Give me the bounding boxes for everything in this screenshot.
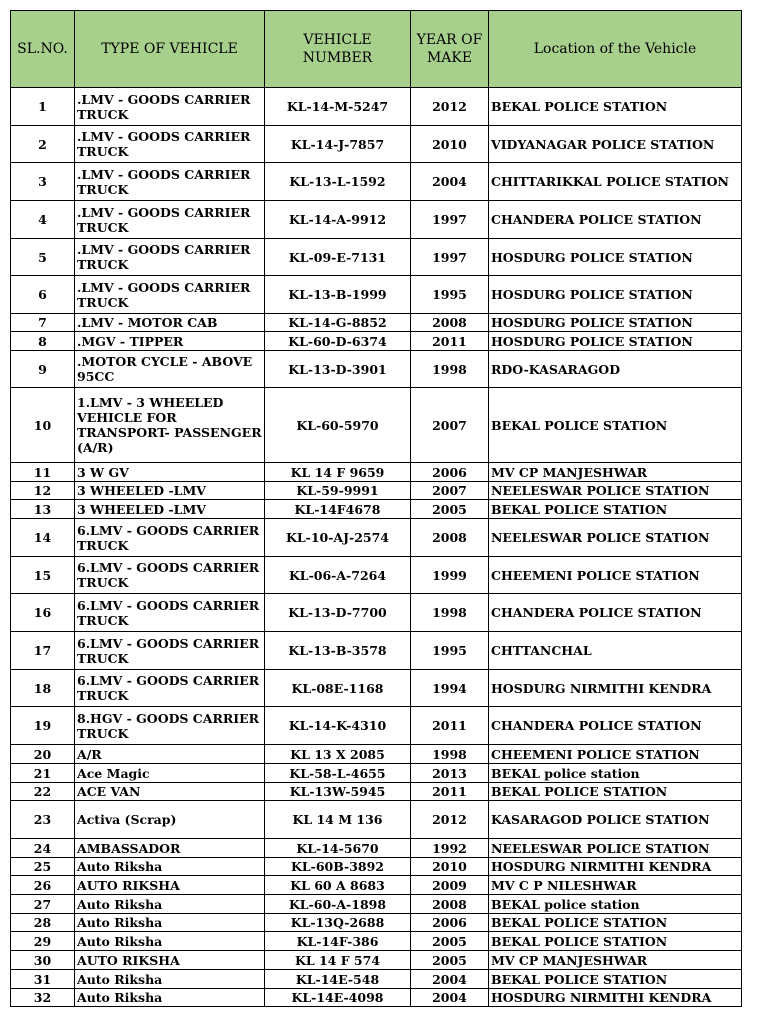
cell-sl-no: 11 — [11, 463, 75, 482]
cell-year-of-make: 2012 — [411, 88, 489, 126]
cell-year-of-make: 2005 — [411, 500, 489, 519]
cell-location: HOSDURG POLICE STATION — [489, 276, 742, 314]
table-row — [11, 914, 742, 932]
cell-vehicle-type: 3 WHEELED -LMV — [75, 482, 265, 500]
cell-sl-no: 6 — [11, 276, 75, 314]
cell-sl-no: 25 — [11, 858, 75, 876]
table-row — [11, 314, 742, 332]
table-row — [11, 989, 742, 1007]
cell-sl-no: 5 — [11, 239, 75, 276]
table-row — [11, 239, 742, 276]
cell-vehicle-number: KL-13-B-3578 — [265, 632, 411, 670]
cell-year-of-make: 2008 — [411, 895, 489, 914]
cell-year-of-make: 1997 — [411, 239, 489, 276]
table-row — [11, 276, 742, 314]
cell-vehicle-number: KL-13Q-2688 — [265, 914, 411, 932]
cell-sl-no: 17 — [11, 632, 75, 670]
table-row — [11, 707, 742, 745]
cell-location: BEKAL POLICE STATION — [489, 388, 742, 463]
table-row — [11, 745, 742, 764]
table-row — [11, 332, 742, 351]
cell-vehicle-type: Auto Riksha — [75, 932, 265, 951]
cell-vehicle-number: KL-14F-386 — [265, 932, 411, 951]
cell-sl-no: 8 — [11, 332, 75, 351]
cell-sl-no: 12 — [11, 482, 75, 500]
cell-vehicle-number: KL-59-9991 — [265, 482, 411, 500]
cell-vehicle-type: .MGV - TIPPER — [75, 332, 265, 351]
cell-vehicle-number: KL-14-5670 — [265, 839, 411, 858]
cell-location: RDO-KASARAGOD — [489, 351, 742, 388]
cell-location: BEKAL POLICE STATION — [489, 932, 742, 951]
table-header — [11, 11, 742, 88]
cell-sl-no: 28 — [11, 914, 75, 932]
cell-location: MV C P NILESHWAR — [489, 876, 742, 895]
cell-year-of-make: 2006 — [411, 463, 489, 482]
cell-location: BEKAL POLICE STATION — [489, 914, 742, 932]
cell-location: CHITTARIKKAL POLICE STATION — [489, 163, 742, 201]
table-row — [11, 801, 742, 839]
header-year: YEAR OF MAKE — [411, 11, 489, 88]
table-row — [11, 970, 742, 989]
table-body — [11, 88, 742, 1007]
cell-location: CHANDERA POLICE STATION — [489, 594, 742, 632]
cell-vehicle-number: KL 14 F 574 — [265, 951, 411, 970]
cell-sl-no: 29 — [11, 932, 75, 951]
cell-vehicle-number: KL-08E-1168 — [265, 670, 411, 707]
cell-vehicle-type: AUTO RIKSHA — [75, 951, 265, 970]
cell-year-of-make: 1995 — [411, 276, 489, 314]
cell-year-of-make: 1998 — [411, 351, 489, 388]
cell-year-of-make: 2012 — [411, 801, 489, 839]
cell-location: MV CP MANJESHWAR — [489, 951, 742, 970]
cell-sl-no: 30 — [11, 951, 75, 970]
cell-vehicle-type: .LMV - GOODS CARRIER TRUCK — [75, 276, 265, 314]
cell-sl-no: 32 — [11, 989, 75, 1007]
table-row — [11, 670, 742, 707]
cell-sl-no: 23 — [11, 801, 75, 839]
cell-vehicle-number: KL-06-A-7264 — [265, 557, 411, 594]
table-row — [11, 163, 742, 201]
table-row — [11, 482, 742, 500]
cell-year-of-make: 2004 — [411, 989, 489, 1007]
cell-vehicle-type: .LMV - GOODS CARRIER TRUCK — [75, 201, 265, 239]
cell-vehicle-type: Auto Riksha — [75, 914, 265, 932]
cell-year-of-make: 2004 — [411, 970, 489, 989]
cell-sl-no: 3 — [11, 163, 75, 201]
cell-year-of-make: 2005 — [411, 951, 489, 970]
cell-location: HOSDURG NIRMITHI KENDRA — [489, 858, 742, 876]
table-row — [11, 388, 742, 463]
cell-sl-no: 15 — [11, 557, 75, 594]
table-row — [11, 557, 742, 594]
cell-vehicle-type: 6.LMV - GOODS CARRIER TRUCK — [75, 594, 265, 632]
cell-year-of-make: 2011 — [411, 707, 489, 745]
cell-sl-no: 31 — [11, 970, 75, 989]
cell-location: CHANDERA POLICE STATION — [489, 707, 742, 745]
cell-sl-no: 10 — [11, 388, 75, 463]
cell-vehicle-type: Activa (Scrap) — [75, 801, 265, 839]
cell-vehicle-number: KL 60 A 8683 — [265, 876, 411, 895]
cell-vehicle-number: KL-60-D-6374 — [265, 332, 411, 351]
table-row — [11, 764, 742, 783]
header-row — [11, 11, 742, 88]
cell-vehicle-number: KL-13W-5945 — [265, 783, 411, 801]
cell-year-of-make: 2007 — [411, 388, 489, 463]
cell-year-of-make: 1998 — [411, 745, 489, 764]
cell-year-of-make: 2011 — [411, 783, 489, 801]
header-location: Location of the Vehicle — [489, 11, 742, 88]
cell-vehicle-number: KL-14E-4098 — [265, 989, 411, 1007]
cell-vehicle-number: KL 14 F 9659 — [265, 463, 411, 482]
header-sl-no: SL.NO. — [11, 11, 75, 88]
cell-location: BEKAL POLICE STATION — [489, 970, 742, 989]
cell-vehicle-number: KL-14-J-7857 — [265, 126, 411, 163]
cell-vehicle-number: KL-58-L-4655 — [265, 764, 411, 783]
cell-vehicle-type: Auto Riksha — [75, 970, 265, 989]
table-row — [11, 519, 742, 557]
cell-sl-no: 9 — [11, 351, 75, 388]
cell-location: VIDYANAGAR POLICE STATION — [489, 126, 742, 163]
cell-vehicle-type: Auto Riksha — [75, 895, 265, 914]
cell-location: CHTTANCHAL — [489, 632, 742, 670]
table-row — [11, 932, 742, 951]
cell-year-of-make: 2007 — [411, 482, 489, 500]
cell-location: HOSDURG POLICE STATION — [489, 314, 742, 332]
cell-year-of-make: 2006 — [411, 914, 489, 932]
cell-location: CHEEMENI POLICE STATION — [489, 745, 742, 764]
cell-vehicle-number: KL-14-M-5247 — [265, 88, 411, 126]
table-row — [11, 858, 742, 876]
cell-year-of-make: 2005 — [411, 932, 489, 951]
cell-sl-no: 16 — [11, 594, 75, 632]
table-row — [11, 951, 742, 970]
cell-location: BEKAL police station — [489, 895, 742, 914]
table-row — [11, 876, 742, 895]
cell-vehicle-number: KL 13 X 2085 — [265, 745, 411, 764]
cell-sl-no: 22 — [11, 783, 75, 801]
cell-sl-no: 24 — [11, 839, 75, 858]
cell-location: BEKAL POLICE STATION — [489, 500, 742, 519]
table-row — [11, 839, 742, 858]
cell-year-of-make: 1992 — [411, 839, 489, 858]
table-row — [11, 500, 742, 519]
cell-vehicle-number: KL-13-L-1592 — [265, 163, 411, 201]
cell-sl-no: 27 — [11, 895, 75, 914]
cell-vehicle-type: AUTO RIKSHA — [75, 876, 265, 895]
cell-vehicle-number: KL-60-A-1898 — [265, 895, 411, 914]
cell-location: HOSDURG POLICE STATION — [489, 239, 742, 276]
cell-vehicle-type: Auto Riksha — [75, 989, 265, 1007]
cell-location: CHANDERA POLICE STATION — [489, 201, 742, 239]
cell-location: NEELESWAR POLICE STATION — [489, 519, 742, 557]
cell-vehicle-type: .LMV - MOTOR CAB — [75, 314, 265, 332]
cell-location: NEELESWAR POLICE STATION — [489, 482, 742, 500]
cell-sl-no: 19 — [11, 707, 75, 745]
cell-sl-no: 2 — [11, 126, 75, 163]
cell-vehicle-type: 6.LMV - GOODS CARRIER TRUCK — [75, 519, 265, 557]
cell-vehicle-number: KL-10-AJ-2574 — [265, 519, 411, 557]
table-row — [11, 351, 742, 388]
cell-year-of-make: 2004 — [411, 163, 489, 201]
cell-vehicle-number: KL-60B-3892 — [265, 858, 411, 876]
cell-sl-no: 1 — [11, 88, 75, 126]
cell-vehicle-type: Ace Magic — [75, 764, 265, 783]
cell-vehicle-type: 3 WHEELED -LMV — [75, 500, 265, 519]
cell-location: BEKAL police station — [489, 764, 742, 783]
cell-vehicle-number: KL-13-D-3901 — [265, 351, 411, 388]
cell-vehicle-type: AMBASSADOR — [75, 839, 265, 858]
cell-location: BEKAL POLICE STATION — [489, 783, 742, 801]
vehicle-table — [10, 10, 742, 1007]
cell-vehicle-type: .LMV - GOODS CARRIER TRUCK — [75, 126, 265, 163]
cell-location: HOSDURG POLICE STATION — [489, 332, 742, 351]
cell-vehicle-number: KL 14 M 136 — [265, 801, 411, 839]
cell-sl-no: 14 — [11, 519, 75, 557]
cell-year-of-make: 2010 — [411, 126, 489, 163]
cell-vehicle-type: .LMV - GOODS CARRIER TRUCK — [75, 239, 265, 276]
cell-year-of-make: 2013 — [411, 764, 489, 783]
cell-sl-no: 7 — [11, 314, 75, 332]
cell-year-of-make: 1998 — [411, 594, 489, 632]
cell-vehicle-number: KL-13-D-7700 — [265, 594, 411, 632]
cell-vehicle-type: 6.LMV - GOODS CARRIER TRUCK — [75, 557, 265, 594]
cell-location: CHEEMENI POLICE STATION — [489, 557, 742, 594]
cell-year-of-make: 1994 — [411, 670, 489, 707]
cell-vehicle-type: A/R — [75, 745, 265, 764]
cell-location: HOSDURG NIRMITHI KENDRA — [489, 989, 742, 1007]
cell-vehicle-type: Auto Riksha — [75, 858, 265, 876]
cell-location: KASARAGOD POLICE STATION — [489, 801, 742, 839]
table-row — [11, 594, 742, 632]
table-row — [11, 126, 742, 163]
table-row — [11, 88, 742, 126]
cell-vehicle-number: KL-14-K-4310 — [265, 707, 411, 745]
table-row — [11, 201, 742, 239]
cell-year-of-make: 2010 — [411, 858, 489, 876]
cell-vehicle-type: 3 W GV — [75, 463, 265, 482]
header-number: VEHICLE NUMBER — [265, 11, 411, 88]
cell-sl-no: 18 — [11, 670, 75, 707]
cell-year-of-make: 1999 — [411, 557, 489, 594]
cell-vehicle-number: KL-14E-548 — [265, 970, 411, 989]
cell-location: NEELESWAR POLICE STATION — [489, 839, 742, 858]
cell-vehicle-type: 6.LMV - GOODS CARRIER TRUCK — [75, 632, 265, 670]
cell-vehicle-number: KL-13-B-1999 — [265, 276, 411, 314]
cell-location: MV CP MANJESHWAR — [489, 463, 742, 482]
cell-sl-no: 4 — [11, 201, 75, 239]
cell-sl-no: 13 — [11, 500, 75, 519]
cell-sl-no: 21 — [11, 764, 75, 783]
cell-year-of-make: 1997 — [411, 201, 489, 239]
cell-vehicle-number: KL-14F4678 — [265, 500, 411, 519]
header-type: TYPE OF VEHICLE — [75, 11, 265, 88]
cell-vehicle-type: 1.LMV - 3 WHEELED VEHICLE FOR TRANSPORT- PASSENGER (A/R) — [75, 388, 265, 463]
table-row — [11, 463, 742, 482]
cell-year-of-make: 2008 — [411, 314, 489, 332]
cell-vehicle-type: 8.HGV - GOODS CARRIER TRUCK — [75, 707, 265, 745]
cell-sl-no: 20 — [11, 745, 75, 764]
cell-year-of-make: 1995 — [411, 632, 489, 670]
table-row — [11, 632, 742, 670]
cell-year-of-make: 2008 — [411, 519, 489, 557]
cell-vehicle-number: KL-14-G-8852 — [265, 314, 411, 332]
table-row — [11, 895, 742, 914]
cell-location: HOSDURG NIRMITHI KENDRA — [489, 670, 742, 707]
cell-vehicle-type: .LMV - GOODS CARRIER TRUCK — [75, 163, 265, 201]
cell-vehicle-number: KL-14-A-9912 — [265, 201, 411, 239]
cell-vehicle-number: KL-09-E-7131 — [265, 239, 411, 276]
cell-vehicle-type: .MOTOR CYCLE - ABOVE 95CC — [75, 351, 265, 388]
cell-vehicle-type: ACE VAN — [75, 783, 265, 801]
cell-vehicle-number: KL-60-5970 — [265, 388, 411, 463]
cell-location: BEKAL POLICE STATION — [489, 88, 742, 126]
cell-year-of-make: 2011 — [411, 332, 489, 351]
table-row — [11, 783, 742, 801]
cell-vehicle-type: 6.LMV - GOODS CARRIER TRUCK — [75, 670, 265, 707]
cell-sl-no: 26 — [11, 876, 75, 895]
cell-year-of-make: 2009 — [411, 876, 489, 895]
cell-vehicle-type: .LMV - GOODS CARRIER TRUCK — [75, 88, 265, 126]
